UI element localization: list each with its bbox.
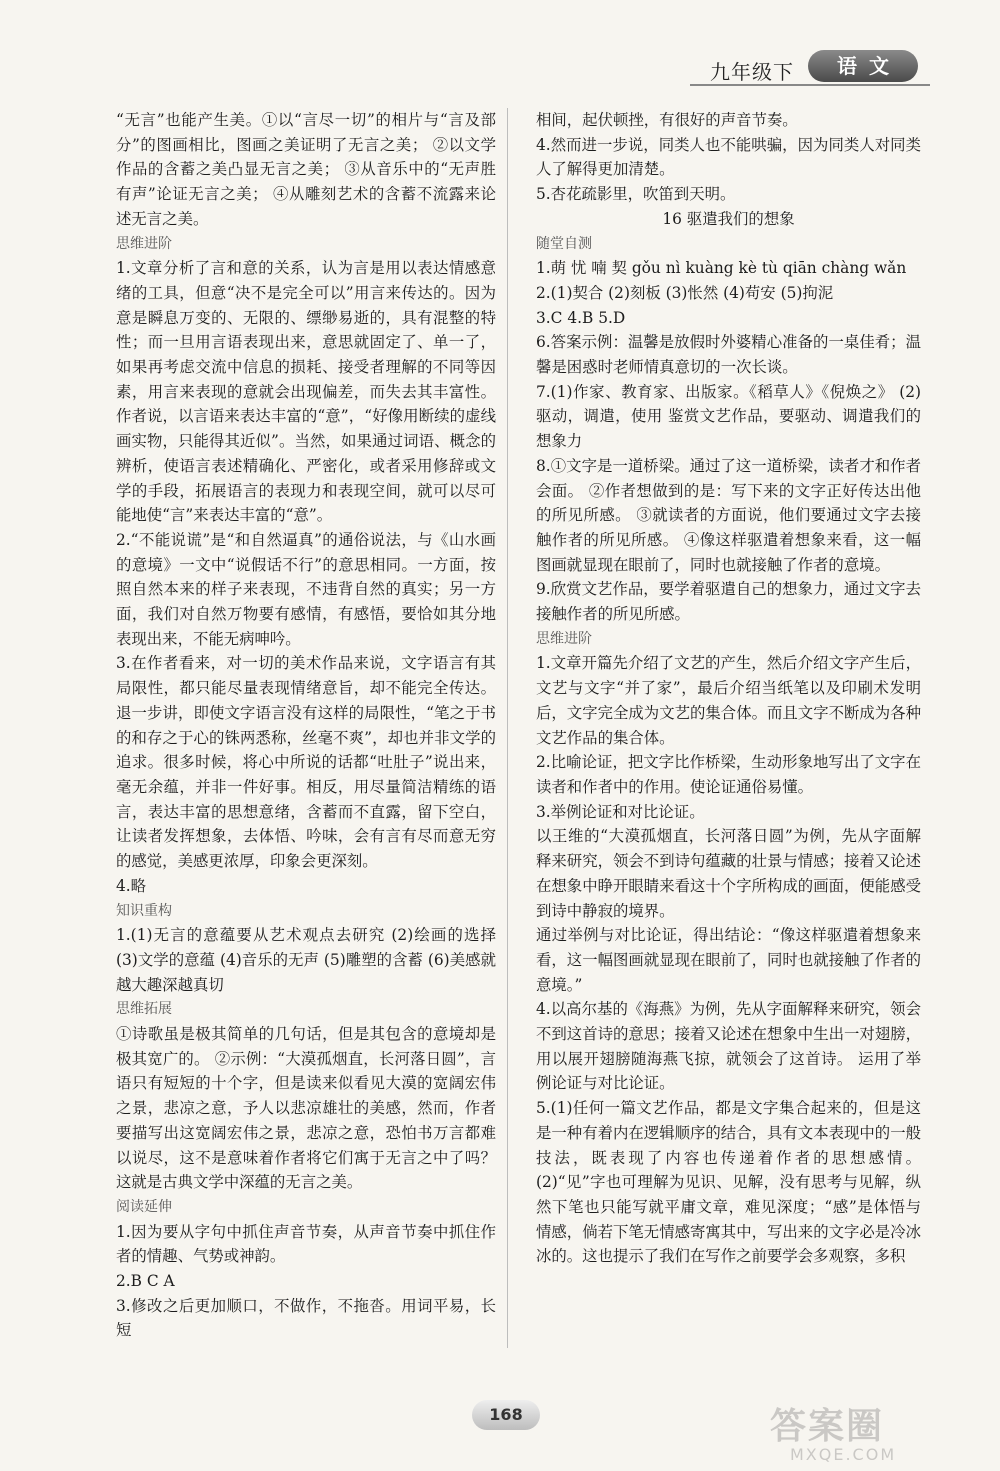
section-heading: 随堂自测: [536, 235, 592, 252]
paragraph: 7.(1)作家、教育家、出版家。《稻草人》《倪焕之》 (2)驱动，调遣，使用 鉴赏文艺作品，要驱动、调遣我们的想象力: [536, 382, 921, 451]
paragraph: 3.在作者看来，对一切的美术作品来说，文字语言有其局限性，都只能尽量表现情绪意旨，却不能完全传达。退一步讲，即使文字语言没有这样的局限性，“笔之于书的和存之于心的铢两悉称，丝毫不爽”，却也并非文学的追求。很多时候，将心中所说的话都“吐肚子”说出来，毫无余蕴，并非一件好事。相反，用尽量简洁精练的语言，表达丰富的思想意绪，含蓄而不直露，留下空白，让读者发挥想象，去体悟、吟味，会有言有尽而意无穷的感觉，美感更浓厚，印象会更深刻。: [116, 654, 496, 871]
grade-label: 九年级下: [710, 60, 794, 84]
paragraph: “无言”也能产生美。①以“言尽一切”的相片与“言及部分”的图画相比，图画之美证明了无言之美； ②以文学作品的含蓄之美凸显无言之美； ③从音乐中的“无声胜有声”论证无言之美； ④从雕刻艺术的含蓄不流露来论述无言之美。: [116, 111, 496, 228]
subject-badge: 语文: [808, 50, 918, 82]
paragraph: 1.文章分析了言和意的关系，认为言是用以表达情感意绪的工具，但意“决不是完全可以”用言来传达的。因为意是瞬息万变的、无限的、缥缈易逝的，具有混整的特性；而一旦用言语表现出来，意思就固定了、单一了，如果再考虑交流中信息的损耗、接受者理解的不同等因素，用言来表现的意就会出现偏差，而失去其丰富性。作者说，以言语来表达丰富的“意”，“好像用断续的虚线画实物，只能得其近似”。当然，如果通过词语、概念的辨析，使语言表述精确化、严密化，或者采用修辞或文学的手段，拓展语言的表现力和表现空间，就可以尽可能地使“言”来表达丰富的“意”。: [116, 259, 496, 525]
left-column: [116, 108, 496, 1343]
right-column: [536, 108, 921, 1269]
paragraph: 4.略: [116, 876, 147, 895]
paragraph: 2.比喻论证，把文字比作桥梁，生动形象地写出了文字在读者和作者中的作用。使论证通俗易懂。: [536, 753, 921, 796]
paragraph: ①诗歌虽是极其简单的几句话，但是其包含的意境却是极其宽广的。 ②示例：“大漠孤烟直，长河落日圆”，言语只有短短的十个字，但是读来似看见大漠的宽阔宏伟之景，悲凉之意，予人以悲凉雄壮的美感，然而，作者要描写出这宽阔宏伟之景，悲凉之意，恐怕书万言都难以说尽，这不是意味着作者将它们寓于无言之中了吗？这就是古典文学中深蕴的无言之美。: [116, 1025, 496, 1192]
paragraph: 3.举例论证和对比论证。: [536, 802, 705, 821]
section-heading: 阅读延伸: [116, 1198, 172, 1215]
lesson-title: 16 驱遣我们的想象: [662, 209, 795, 228]
paragraph: 8.①文字是一道桥梁。通过了这一道桥梁，读者才和作者会面。 ②作者想做到的是：写下来的文字正好传达出他的所见所感。 ③就读者的方面说，他们要通过文字去接触作者的所见所感。 ④像这样驱遣着想象来看，这一幅图画就显现在眼前了，同时也就接触了作者的意境。: [536, 456, 921, 574]
paragraph: 1.萌 忧 喃 契 gǒu nì kuàng kè tù qiān chàng wǎn: [536, 259, 907, 278]
header-rule: [690, 84, 930, 86]
paragraph: 3.C 4.B 5.D: [536, 308, 626, 327]
watermark-url: MXQE.COM: [790, 1445, 897, 1464]
paragraph: 相间，起伏顿挫，有很好的声音节奏。: [536, 111, 798, 129]
paragraph: 1.因为要从字句中抓住声音节奏，从声音节奏中抓住作者的情趣、气势或神韵。: [116, 1222, 496, 1266]
paragraph: 6.答案示例：温馨是放假时外婆精心准备的一桌佳肴；温馨是困惑时老师情真意切的一次长谈。: [536, 333, 921, 377]
paragraph: 4.然而进一步说，同类人也不能哄骗，因为同类人对同类人了解得更加清楚。: [536, 135, 921, 179]
section-heading: 思维进阶: [536, 630, 592, 647]
section-heading: 思维进阶: [116, 235, 172, 252]
paragraph: 2.“不能说谎”是“和自然逼真”的通俗说法，与《山水画的意境》一文中“说假话不行”的意思相同。一方面，按照自然本来的样子来表现，不违背自然的真实；另一方面，我们对自然万物要有感情，有感悟，要恰如其分地表现出来，不能无病呻吟。: [116, 530, 496, 648]
section-heading: 思维拓展: [116, 1001, 172, 1018]
paragraph: 2.B C A: [116, 1272, 175, 1291]
watermark-text: 答案圈: [770, 1406, 885, 1447]
column-divider: [507, 108, 508, 1348]
page-number: 168: [472, 1400, 540, 1430]
watermark-logo: [770, 1398, 985, 1468]
paragraph: 4.以高尔基的《海燕》为例，先从字面解释来研究，领会不到这首诗的意思；接着又论述在想象中生出一对翅膀，用以展开翅膀随海燕飞掠，就领会了这首诗。 运用了举例论证与对比论证。: [536, 1000, 921, 1093]
paragraph: 9.欣赏文艺作品，要学着驱遣自己的想象力，通过文字去接触作者的所见所感。: [536, 580, 921, 624]
paragraph: 以王维的“大漠孤烟直，长河落日圆”为例，先从字面解释来研究，领会不到诗句蕴藏的壮景与情感；接着又论述在想象中睁开眼睛来看这十个字所构成的画面，便能感受到诗中静寂的境界。: [536, 827, 921, 920]
paragraph: 1.(1)无言的意蕴要从艺术观点去研究 (2)绘画的选择 (3)文学的意蕴 (4)音乐的无声 (5)雕塑的含蓄 (6)美感就越大趣深越真切: [116, 926, 496, 994]
paragraph: 通过举例与对比论证，得出结论：“像这样驱遣着想象来看，这一幅图画就显现在眼前了，同时也就接触了作者的意境。”: [536, 926, 921, 994]
paragraph: 1.文章开篇先介绍了文艺的产生，然后介绍文字产生后，文艺与文字“并了家”，最后介绍当纸笔以及印刷术发明后，文字完全成为文艺的集合体。而且文字不断成为各种文艺作品的集合体。: [536, 654, 921, 747]
page-header: [690, 48, 930, 88]
paragraph: 5.杏花疏影里，吹笛到天明。: [536, 185, 736, 204]
section-heading: 知识重构: [116, 902, 172, 919]
paragraph: 2.(1)契合 (2)刻板 (3)怅然 (4)苟安 (5)拘泥: [536, 283, 834, 302]
paragraph: 5.(1)任何一篇文艺作品，都是文字集合起来的，但是这是一种有着内在逻辑顺序的结合，具有文本表现中的一般技法，既表现了内容也传递着作者的思想感情。(2)“见”字也可理解为见识、见解，没有思考与见解，纵然下笔也只能写就平庸文章，难见深度；“感”是体悟与情感，倘若下笔无情感寄寓其中，写出来的文字必是冷冰冰的。这也提示了我们在写作之前要学会多观察，多积: [536, 1099, 921, 1266]
paragraph: 3.修改之后更加顺口，不做作，不拖沓。用词平易，长短: [116, 1296, 496, 1340]
